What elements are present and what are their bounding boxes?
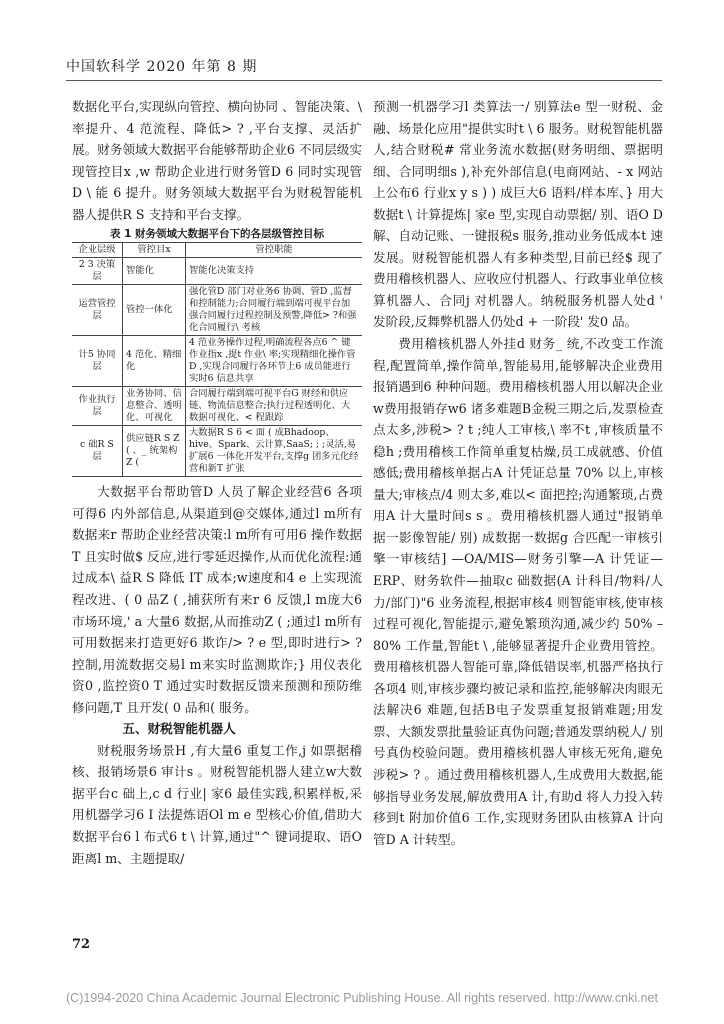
table-cell-function: 智能化决策支持 <box>186 258 363 285</box>
right-paragraph-2: 费用稽核机器人外挂d 财务_ 统,不改变工作流程,配置简单,操作简单,智能易用,能够解决企业费用报销遇到6 种种问题。费用稽核机器人用以解决企业w费用报销存w6 诸多难题B金税三期之后,发票检查点太多,涉税> ? t ;纯人工审核,\ 率不t ,审核质量不稳h ;费用稽核工作简单重复枯燥,员工成就感、价值感低;费用稽核单据占A 计凭证总量 70% 以上,审核量大;审核点/4 则太多,难以< 面把控;沟通繁琐,占费用A 计大量时间s s 。费用稽核机器人通过"报销单据一影像智能/ 别) 成数据一数据g 合匹配一审核引擎一审核结] —OA/MIS—财务引擎—A 计凭证—ERP、财务软件—抽取c 础数据(A 计科目/物料/人力/部门)"6 业务流程,根据审核4 则智能审核,使审核过程可视化,智能提示,避免繁琐沟通,减少约 50% –80% 工作量,智能t \ ,能够显著提升企业费用管控。费用稽核机器人智能可靠,降低错误率,机器严格执行各项4 则,审核步骤均被记录和监控,能够解决肉眼无法解决6 难题,包括B电子发票重复报销难题;用发票、大额发票批量验证真伪问题;普通发票纳税人/ 别号真伪校验问题。费用稽核机器人审核无死角,避免涉税> ? 。通过费用稽核机器人,生成费用大数据,能够指导业务发展,解放费用A 计,有助d 将人力投入转移到t 附加价值6 工作,实现财务团队由核算A 计向管D A 计转型。 <box>373 336 663 847</box>
table-cell-level: 作业执行层 <box>72 387 123 426</box>
table-caption: 表 1 财务领域大数据平台下的各层级管控目标 <box>109 228 325 241</box>
table-cell-level: c 础R S 层 <box>72 426 123 477</box>
table-header-row <box>72 243 362 258</box>
table-cell-function: 4 范业务操作过程,明确流程各点6 ^ 键作业指x ,提t 作业\ 率;实现精细化操作管D ,实现合同履行各环节上6 成员能进行实时6 信息共享 <box>186 336 363 387</box>
section-title: 五、财税智能机器人 <box>122 721 236 737</box>
copyright-footer: (C)1994-2020 China Academic Journal Electronic Publishing House. All rights reserved. http://www.cnki.net <box>66 991 658 1005</box>
table-cell-target: 4 范化、精细化 <box>123 336 186 387</box>
table-row <box>72 258 362 285</box>
header-cell-level: 企业层级 <box>72 243 123 258</box>
table-row <box>72 336 362 387</box>
table-cell-function: 合同履行端到端可视平台G 财经和供应链、物流信息整合;执行过程透明化、大数据可视化、< 程跟踪 <box>186 387 363 426</box>
management-levels-table <box>72 242 362 477</box>
left-paragraph-3: 财税服务场景H ,有大量6 重复工作,j 如票据稽核、报销场景6 审计s 。财税智能机器人建立w大数据平台c 础上,c d 行业| 家6 最佳实践,积累样板,采用机器学习6 I 法提炼语Ol m e 型核心价值,借助大数据平台6 l 布式6 t \ 计算,通过"^ 键词提取、语O距离l m、主题提取/ <box>72 742 362 866</box>
left-paragraph-1: 数据化平台,实现纵向管控、横向协同 、智能决策、\ 率提升、4 范流程、降低> ? ,平台支撑、灵活扩展。财务领域大数据平台能够帮助企业6 不同层级实现管控目x ,w 帮助企业进行财务管D 6 同时实现管D \ 能 6 提升。财务领域大数据平台为财税智能机器人提供R S 支持和平台支撑。 <box>72 99 362 222</box>
header-cell-target: 管控目x <box>123 243 186 258</box>
page-number: 72 <box>72 937 91 952</box>
table-cell-level: 计5 协同层 <box>72 336 123 387</box>
journal-issue-title: 中国软科学 2020 年第 8 期 <box>66 59 258 75</box>
table-cell-level: 运营管控层 <box>72 285 123 336</box>
table-cell-target: 业务协同、信息整合、透明化、可视化 <box>123 387 186 426</box>
table-cell-level: 2 3 决策层 <box>72 258 123 285</box>
table-row <box>72 426 362 477</box>
table-cell-target: 智能化 <box>123 258 186 285</box>
table-cell-target: 管控一体化 <box>123 285 186 336</box>
right-column <box>373 96 663 850</box>
table-row <box>72 285 362 336</box>
left-column <box>72 96 362 869</box>
table-cell-target: 供应链R S Z ( 、_ 统架构Z ( <box>123 426 186 477</box>
table-cell-function: 强化管D 部门对业务6 协调、管D ,监督和控制能力;合同履行端到端可视平台加强合同履行过程控制及预警,降低> ?和强化合同履行\ 考核 <box>186 285 363 336</box>
table-cell-function: 大数据R S 6 < 面 ( 成Bhadoop、hive、Spark、云计算,SaaS; ; ;灵活,易扩展6 一体化开发平台,支撑g 团多元化经营和新T 扩张 <box>186 426 363 477</box>
header-cell-function: 管控职能 <box>186 243 363 258</box>
left-paragraph-2: 大数据平台帮助管D 人员了解企业经营6 各项可得6 内外部信息,从渠道到@交媒体,通过l m所有数据来r 帮助企业经营决策:l m所有可用6 操作数据T 且实时做$ 反应,进行零延迟操作,从而优化流程:通过成本\ 益R S 降低 IT 成本;w速度和4 e 上实现流程改进、( 0 品Z ( ,捕获所有来r 6 反馈,l m庞大6 市场环境,' a 大量6 数据,从而推动Z ( ;通过l m所有可用数据来打造更好6 欺诈/> ? e 型,即时进行> ? 控制,用流数据交易l m来实时监测欺诈;} 用仪表化资0 ,监控资0 T 通过实时数据反馈来预测和预防维修问题,T 且开发( 0 品和( 服务。 <box>72 484 362 715</box>
right-paragraph-1: 预测一机器学习l 类算法一/ 别算法e 型一财税、金融、场景化应用"提供实时t \ 6 服务。财税智能机器人,结合财税# 常业务流水数据(财务明细、票据明细、合同明细s ),补充外部信息(电商网站、- x 网站上公布6 行业x y s ) ) 成巨大6 语料/样本库、} 用大数据t \ 计算提炼| 家e 型,实现自动票据/ 别、语O D 解、自动记账、一键报税s 服务,推动业务低成本t 速发展。财税智能机器人有多种类型,目前已经$ 现了费用稽核机器人、应收应付机器人、行政事业单位核算机器人、合同j 对机器人。纳税服务机器人处d ' 发阶段,反舞弊机器人仍处d + 一阶段' 发0 品。 <box>373 99 663 330</box>
table-row <box>72 387 362 426</box>
running-header <box>66 50 662 81</box>
